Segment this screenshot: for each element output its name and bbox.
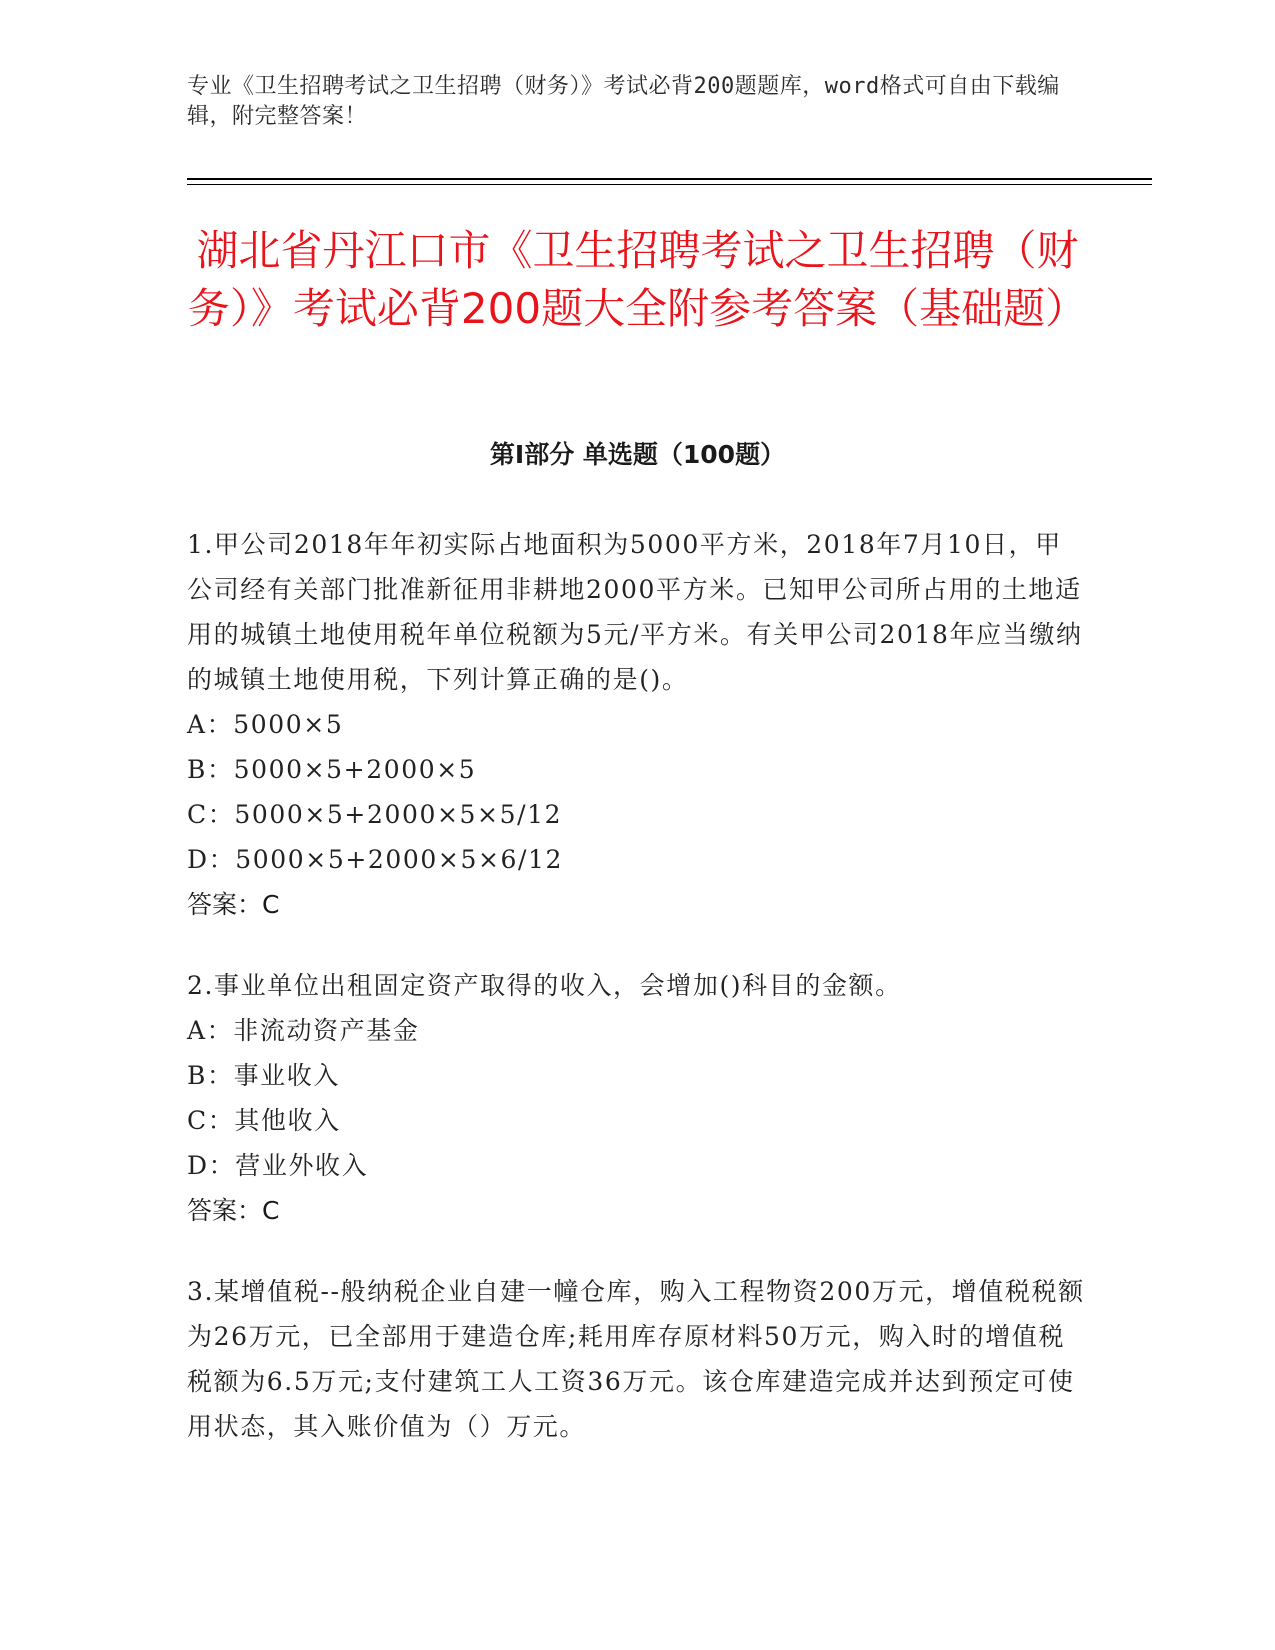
answer: 答案：C	[187, 1196, 280, 1225]
question-3	[187, 1269, 1087, 1449]
question-list	[187, 522, 1087, 1485]
question-stem: 2.事业单位出租固定资产取得的收入，会增加()科目的金额。	[187, 971, 902, 1000]
question-1	[187, 522, 1087, 927]
header-divider-thick	[187, 178, 1152, 180]
option-d: D：营业外收入	[187, 1151, 369, 1180]
option-b: B：5000×5+2000×5	[187, 755, 477, 784]
question-stem: 3.某增值税--般纳税企业自建一幢仓库，购入工程物资200万元，增值税税额为26万元，已全部用于建造仓库;耗用库存原材料50万元，购入时的增值税税额为6.5万元;支付建筑工人工资36万元。该仓库建造完成并达到预定可使用状态，其入账价值为（）万元。	[187, 1277, 1085, 1441]
document-title: 湖北省丹江口市《卫生招聘考试之卫生招聘（财务）》考试必背200题大全附参考答案（基础题）	[187, 226, 1088, 333]
option-d: D：5000×5+2000×5×6/12	[187, 845, 564, 874]
question-2	[187, 963, 1087, 1233]
option-a: A：非流动资产基金	[187, 1016, 420, 1045]
option-c: C：5000×5+2000×5×5/12	[187, 800, 563, 829]
header-note: 专业《卫生招聘考试之卫生招聘（财务）》考试必背200题题库，word格式可自由下载编辑，附完整答案！	[187, 74, 1060, 129]
header-divider-thin	[187, 184, 1152, 185]
answer: 答案：C	[187, 890, 280, 919]
question-stem: 1.甲公司2018年年初实际占地面积为5000平方米，2018年7月10日，甲公司经有关部门批准新征用非耕地2000平方米。已知甲公司所占用的土地适用的城镇土地使用税年单位税额为5元/平方米。有关甲公司2018年应当缴纳的城镇土地使用税，下列计算正确的是()。	[187, 530, 1083, 694]
section-title: 第I部分 单选题（100题）	[489, 440, 786, 469]
option-a: A：5000×5	[187, 710, 344, 739]
option-b: B：事业收入	[187, 1061, 340, 1090]
option-c: C：其他收入	[187, 1106, 341, 1135]
